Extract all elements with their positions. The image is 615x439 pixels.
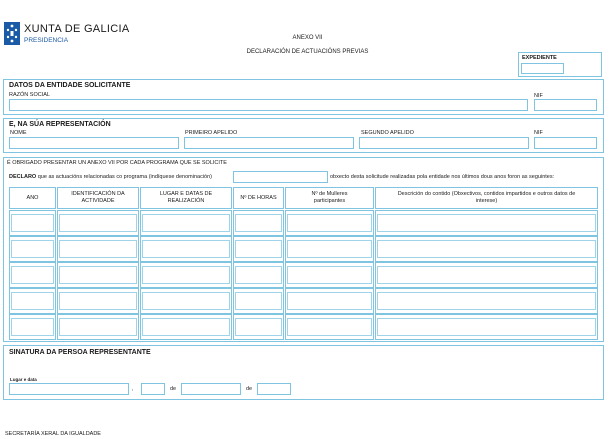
declaro-word: DECLARO	[9, 174, 37, 180]
table-input-field[interactable]	[287, 292, 372, 310]
table-input-field[interactable]	[59, 318, 137, 336]
table-input-field[interactable]	[142, 266, 230, 284]
table-input-field[interactable]	[59, 292, 137, 310]
table-input-field[interactable]	[142, 318, 230, 336]
year-field[interactable]	[257, 383, 291, 395]
table-input-field[interactable]	[11, 292, 54, 310]
signature-title: SINATURA DA PERSOA REPRESENTANTE	[9, 349, 151, 356]
table-input-field[interactable]	[235, 214, 282, 232]
logo-subtitle: PRESIDENCIA	[24, 37, 69, 44]
table-input-field[interactable]	[235, 318, 282, 336]
table-input-field[interactable]	[287, 214, 372, 232]
table-input-field[interactable]	[287, 266, 372, 284]
col-header-descricion: Descrición do contido (Obxectivos, contidos impartidos e outros datos de interese)	[375, 187, 598, 209]
col-header-ano: ANO	[9, 187, 56, 209]
representative-title: E, NA SÚA REPRESENTACIÓN	[9, 121, 111, 128]
table-input-field[interactable]	[287, 240, 372, 258]
col-header-lugar: LUGAR E DATAS DE REALIZACIÓN	[140, 187, 232, 209]
table-input-field[interactable]	[377, 266, 596, 284]
nome-label: NOME	[10, 130, 27, 136]
expediente-field[interactable]	[521, 63, 564, 74]
nome-field[interactable]	[9, 137, 179, 149]
declaro-text-after: obxecto desta solicitude realizadas pola entidade nos últimos dous anos foron as seguintes:	[330, 174, 555, 180]
razon-social-label: RAZÓN SOCIAL	[9, 92, 50, 98]
table-input-field[interactable]	[59, 266, 137, 284]
table-input-field[interactable]	[377, 214, 596, 232]
table-input-field[interactable]	[377, 292, 596, 310]
table-input-field[interactable]	[377, 240, 596, 258]
table-input-field[interactable]	[235, 292, 282, 310]
razon-social-field[interactable]	[9, 99, 528, 111]
table-input-field[interactable]	[59, 240, 137, 258]
table-input-field[interactable]	[11, 240, 54, 258]
table-input-field[interactable]	[59, 214, 137, 232]
place-field[interactable]	[9, 383, 129, 395]
col-header-horas: Nº DE HORAS	[233, 187, 284, 209]
declaro-text-before: que as actuacións relacionadas co programa (indíquese denominación)	[37, 174, 213, 180]
table-input-field[interactable]	[287, 318, 372, 336]
segundo-apelido-label: SEGUNDO APELIDO	[361, 130, 414, 136]
logo-name: XUNTA DE GALICIA	[24, 23, 130, 35]
annex-note: É OBRIGADO PRESENTAR UN ANEXO VII POR CADA PROGRAMA QUE SE SOLICITE	[7, 160, 227, 166]
col-header-mulleres: Nº de Mulleres participantes	[285, 187, 374, 209]
table-input-field[interactable]	[11, 318, 54, 336]
table-input-field[interactable]	[11, 214, 54, 232]
declaro-text	[9, 174, 212, 180]
place-date-label: Lugar e data	[10, 377, 37, 382]
document-title: DECLARACIÓN DE ACTUACIÓNS PREVIAS	[246, 49, 369, 55]
entity-nif-field[interactable]	[534, 99, 597, 111]
comma-separator: ,	[132, 386, 134, 392]
entity-nif-label: NIF	[534, 93, 543, 99]
table-input-field[interactable]	[142, 214, 230, 232]
col-header-identificacion: IDENTIFICACIÓN DA ACTIVIDADE	[57, 187, 139, 209]
table-input-field[interactable]	[142, 292, 230, 310]
day-field[interactable]	[141, 383, 165, 395]
expediente-label: EXPEDIENTE	[522, 55, 557, 61]
annex-label: ANEXO VII	[292, 35, 323, 41]
table-input-field[interactable]	[377, 318, 596, 336]
programa-field[interactable]	[233, 171, 328, 183]
xunta-logo	[4, 22, 20, 45]
representative-nif-label: NIF	[534, 130, 543, 136]
table-input-field[interactable]	[235, 266, 282, 284]
table-input-field[interactable]	[142, 240, 230, 258]
footer-text: SECRETARÍA XERAL DA IGUALDADE	[5, 431, 101, 437]
de-label-2: de	[246, 386, 253, 392]
representative-nif-field[interactable]	[534, 137, 597, 149]
month-field[interactable]	[181, 383, 241, 395]
segundo-apelido-field[interactable]	[359, 137, 529, 149]
xunta-shield-icon	[4, 22, 20, 45]
de-label-1: de	[170, 386, 177, 392]
primeiro-apelido-label: PRIMEIRO APELIDO	[185, 130, 238, 136]
primeiro-apelido-field[interactable]	[184, 137, 354, 149]
table-input-field[interactable]	[11, 266, 54, 284]
table-input-field[interactable]	[235, 240, 282, 258]
entity-title: DATOS DA ENTIDADE SOLICITANTE	[9, 82, 131, 89]
